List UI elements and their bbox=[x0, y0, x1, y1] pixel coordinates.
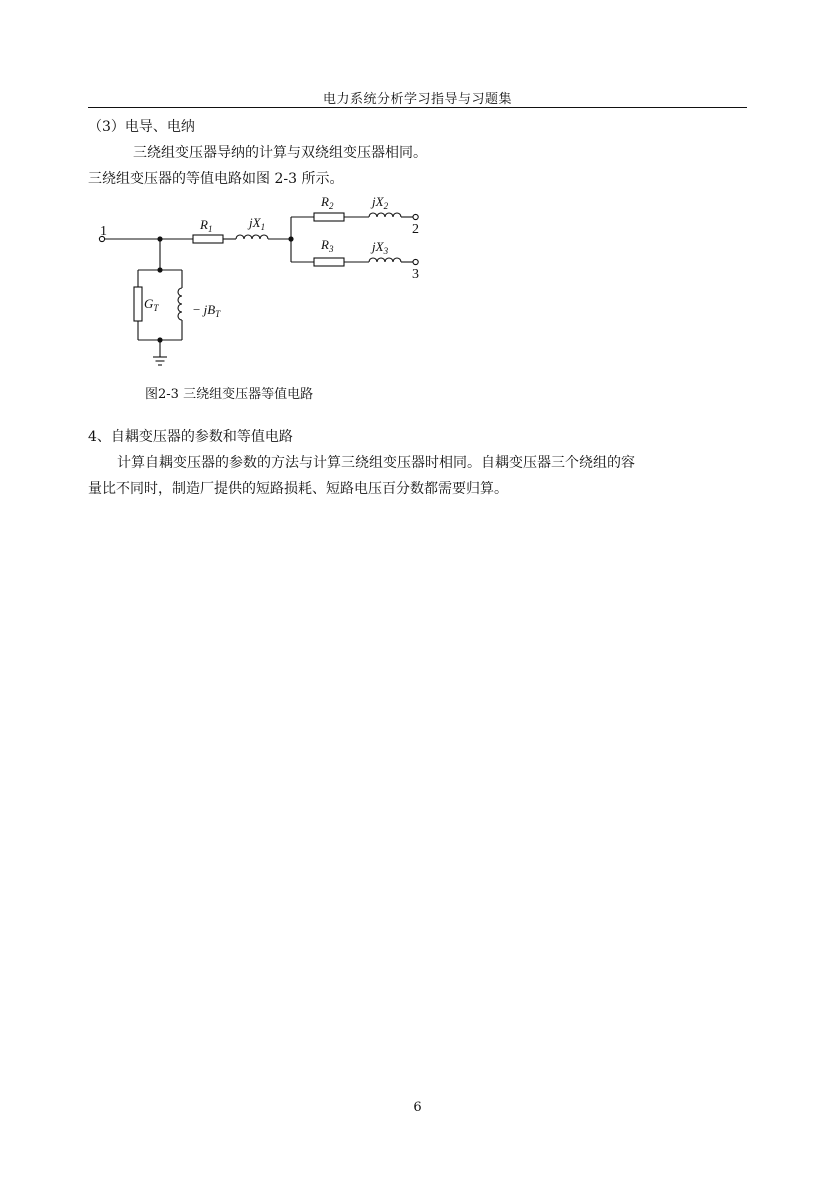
terminal-3-label: 3 bbox=[412, 267, 419, 282]
resistor-r1 bbox=[193, 235, 223, 243]
paragraph-autotransformer-line1: 计算自耦变压器的参数的方法与计算三绕组变压器时相同。自耦变压器三个绕组的容 bbox=[117, 455, 635, 471]
r1-label: $R_1$ bbox=[200, 217, 213, 234]
inductor-x2 bbox=[369, 213, 401, 217]
resistor-r3 bbox=[314, 258, 344, 266]
terminal-2-node bbox=[413, 214, 418, 219]
terminal-3-node bbox=[413, 259, 418, 264]
inductor-x1 bbox=[236, 235, 268, 239]
equivalent-circuit-figure bbox=[88, 190, 448, 376]
figure-caption: 图2-3 三绕组变压器等值电路 bbox=[145, 387, 314, 402]
section-heading-autotransformer: 4、自耦变压器的参数和等值电路 bbox=[88, 429, 293, 445]
resistor-r2 bbox=[314, 213, 344, 221]
x1-label: $jX_1$ bbox=[249, 215, 266, 232]
bt-label: − $jB_T$ bbox=[193, 302, 221, 319]
x3-label: $jX_3$ bbox=[372, 239, 389, 256]
junction-dot-upper-left bbox=[157, 236, 162, 241]
paragraph-circuit-intro: 三绕组变压器的等值电路如图 2-3 所示。 bbox=[88, 171, 344, 187]
paragraph-autotransformer-line2: 量比不同时，制造厂提供的短路损耗、短路电压百分数都需要归算。 bbox=[88, 481, 508, 497]
header-rule bbox=[88, 107, 747, 108]
terminal-2-label: 2 bbox=[412, 222, 419, 237]
r2-label: $R_2$ bbox=[321, 194, 334, 211]
running-header: 电力系统分析学习指导与习题集 bbox=[322, 92, 512, 107]
terminal-1-label: 1 bbox=[100, 224, 107, 239]
inductor-x3 bbox=[369, 258, 401, 262]
gt-label: $G_T$ bbox=[144, 296, 159, 313]
susceptance-bt bbox=[178, 288, 182, 320]
section-heading-conductance: （3）电导、电纳 bbox=[88, 119, 195, 135]
x2-label: $jX_2$ bbox=[372, 194, 389, 211]
conductance-gt bbox=[134, 287, 142, 321]
circuit-diagram bbox=[88, 190, 448, 376]
junction-dot-star bbox=[288, 236, 293, 241]
junction-dot-shunt-bottom bbox=[157, 337, 162, 342]
junction-dot-shunt-top bbox=[157, 267, 162, 272]
r3-label: $R_3$ bbox=[321, 237, 334, 254]
paragraph-conductance: 三绕组变压器导纳的计算与双绕组变压器相同。 bbox=[133, 145, 427, 161]
page-number: 6 bbox=[413, 1100, 422, 1115]
